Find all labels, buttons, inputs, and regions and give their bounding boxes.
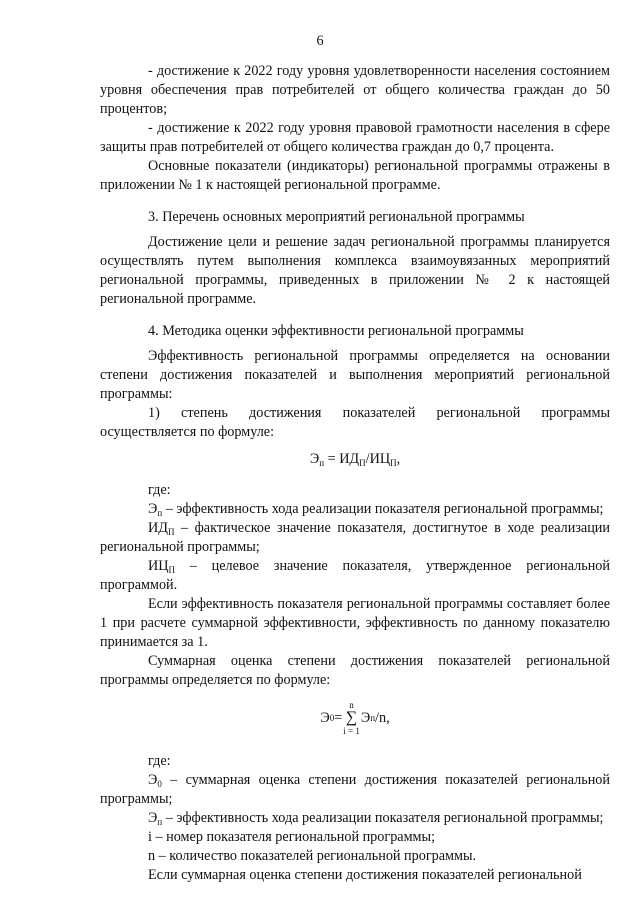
definition-idp: $ИД_П$ – фактическое значение показателя, достигнутое в ходе реализации региональной программы; [100, 520, 610, 555]
definition-i: i – номер показателя региональной программы; [148, 829, 436, 845]
last-paragraph: Если суммарная оценка степени достижения показателей региональной [148, 867, 582, 883]
definition-icp: $ИЦ_П$ – целевое значение показателя, утвержденное региональной программой. [100, 558, 610, 593]
page-number: 6 [316, 33, 324, 49]
definition-ep-2: $Э_п$ – эффективность хода реализации показателя региональной программы; [148, 810, 604, 827]
where-label-2: где: [148, 753, 171, 769]
page-body [100, 62, 610, 885]
paragraph-goal-satisfaction: - достижение к 2022 году уровня удовлетворенности населения состоянием уровня обеспечения прав потребителей от общего количества граждан до 50 процентов; [100, 63, 610, 117]
definition-ep: $Э_п$ – эффективность хода реализации показателя региональной программы; [148, 501, 604, 518]
formula-efficiency: $Э_п = ИД_П/ИЦ_П$, [309, 451, 401, 468]
sigma-symbol: n ∑ i = 1 [343, 700, 360, 736]
sum-intro: Суммарная оценка степени достижения показателей региональной программы определяется по формуле: [100, 653, 610, 688]
paragraph-goal-literacy: - достижение к 2022 году уровня правовой грамотности населения в сфере защиты прав потребителей от общего количества граждан до 0,7 процента. [100, 120, 610, 155]
section-4-intro: Эффективность региональной программы определяется на основании степени достижения показателей и выполнения мероприятий региональной программы: [100, 348, 610, 402]
section-3-heading: 3. Перечень основных мероприятий региональной программы [148, 209, 525, 225]
section-4-heading: 4. Методика оценки эффективности региональной программы [148, 323, 524, 339]
definition-e0: $Э_0$ – суммарная оценка степени достижения показателей региональной программы; [100, 772, 610, 807]
definition-n: n – количество показателей региональной программы. [148, 848, 477, 864]
item-1: 1) степень достижения показателей региональной программы осуществляется по формуле: [100, 405, 610, 440]
section-3-text: Достижение цели и решение задач региональной программы планируется осуществлять путем выполнения комплекса взаимоувязанных мероприятий региональной программы, приведенных в приложении № 2 к настоящей региональной программе. [100, 234, 610, 307]
formula-sum: Э 0 = n ∑ i = 1 Э п /n, [320, 700, 390, 736]
paragraph-indicators: Основные показатели (индикаторы) региональной программы отражены в приложении № 1 к настоящей региональной программе. [100, 158, 610, 193]
where-label: где: [148, 482, 171, 498]
note-paragraph: Если эффективность показателя региональной программы составляет более 1 при расчете суммарной эффективности, эффективность по данному показателю принимается за 1. [100, 596, 610, 650]
